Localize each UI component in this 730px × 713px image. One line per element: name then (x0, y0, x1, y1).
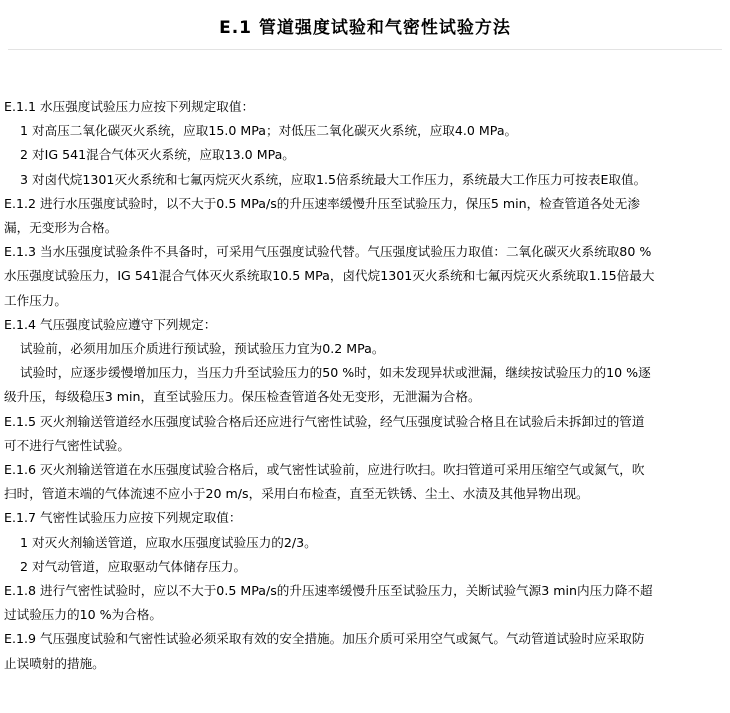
text-line: 1 对灭火剂输送管道，应取水压强度试验压力的2/3。 (20, 534, 317, 550)
text-line: 试验时，应逐步缓慢增加压力，当压力升至试验压力的50 %时，如未发现异状或泄漏，继续按试验压力的10 %逐 (20, 365, 651, 381)
text-line: E.1.6 灭火剂输送管道在水压强度试验合格后，或气密性试验前，应进行吹扫。吹扫管道可采用压缩空气或氮气，吹 (4, 462, 645, 478)
text-line: 试验前，必须用加压介质进行预试验，预试验压力宜为0.2 MPa。 (20, 341, 385, 357)
section-title: E.1 管道强度试验和气密性试验方法 (219, 18, 511, 38)
text-line: 止误喷射的措施。 (4, 655, 105, 671)
text-line: E.1.7 气密性试验压力应按下列规定取值： (4, 510, 242, 526)
text-line: 漏，无变形为合格。 (4, 220, 118, 236)
document-body (4, 95, 722, 676)
title-divider (8, 49, 722, 50)
text-line: 过试验压力的10 %为合格。 (4, 607, 162, 623)
text-line: E.1.1 水压强度试验压力应按下列规定取值： (4, 99, 255, 114)
text-line: 水压强度试验压力，IG 541混合气体灭火系统取10.5 MPa，卤代烷1301灭火系统和七氟丙烷灭火系统取1.15倍最大 (4, 268, 655, 284)
text-line: E.1.5 灭火剂输送管道经水压强度试验合格后还应进行气密性试验，经气压强度试验合格且在试验后未拆卸过的管道 (4, 413, 645, 429)
text-line: 级升压，每级稳压3 min，直至试验压力。保压检查管道各处无变形，无泄漏为合格。 (4, 389, 481, 405)
text-line: E.1.2 进行水压强度试验时，以不大于0.5 MPa/s的升压速率缓慢升压至试验压力，保压5 min，检查管道各处无渗 (4, 195, 640, 211)
text-line: 工作压力。 (4, 292, 67, 308)
text-line: 2 对气动管道，应取驱动气体储存压力。 (20, 558, 247, 574)
text-line: 3 对卤代烷1301灭火系统和七氟丙烷灭火系统，应取1.5倍系统最大工作压力，系统最大工作压力可按表E取值。 (20, 171, 647, 187)
text-line: 可不进行气密性试验。 (4, 437, 130, 453)
text-line: 1 对高压二氧化碳灭火系统，应取15.0 MPa；对低压二氧化碳灭火系统，应取4.0 MPa。 (20, 123, 518, 139)
text-line: 2 对IG 541混合气体灭火系统，应取13.0 MPa。 (20, 147, 295, 163)
text-line: E.1.3 当水压强度试验条件不具备时，可采用气压强度试验代替。气压强度试验压力取值：二氧化碳灭火系统取80 % (4, 244, 652, 260)
text-line: E.1.9 气压强度试验和气密性试验必须采取有效的安全措施。加压介质可采用空气或氮气。气动管道试验时应采取防 (4, 631, 645, 647)
text-line: E.1.4 气压强度试验应遵守下列规定： (4, 316, 217, 332)
text-line: E.1.8 进行气密性试验时，应以不大于0.5 MPa/s的升压速率缓慢升压至试验压力，关断试验气源3 min内压力降不超 (4, 583, 653, 599)
text-line: 扫时，管道末端的气体流速不应小于20 m/s，采用白布检查，直至无铁锈、尘土、水渍及其他异物出现。 (4, 486, 589, 502)
